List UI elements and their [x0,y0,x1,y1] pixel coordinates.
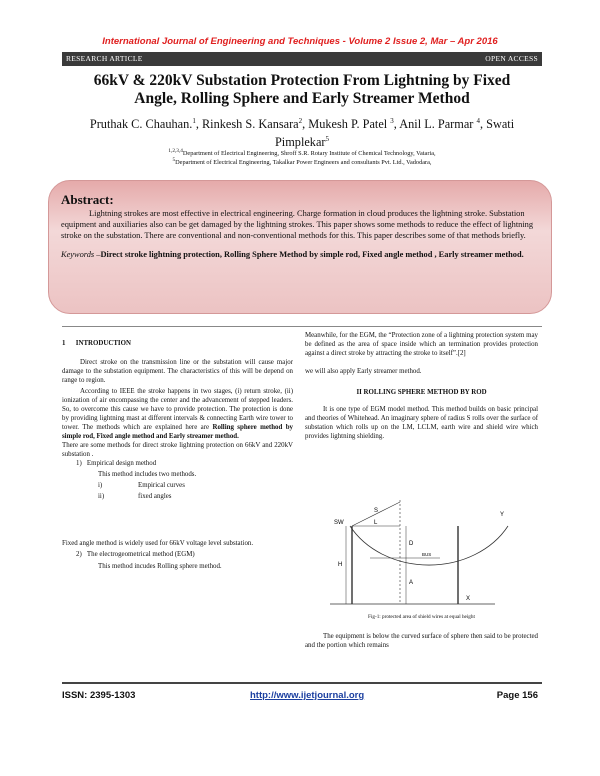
rolling-sphere-paragraph: It is one type of EGM model method. This method builds on basic principal and theories of Whitehead. An imaginary sphere of radius S rolls over the surface of substation which rolls up on the LM, LCLM, earth wire and shield wire which provides lightning shielding. [305,406,538,440]
intro-paragraph-2: According to IEEE the stroke happens in two stages, (i) return stroke, (ii) ionization of air encompassing the center and the advancement of stepped leaders. So, to overcome this cause we have to provide protection. The protection is done by providing lightning mast at different intervals & connecting Earth wire tower to tower. The methods which are explained here are Rolling sphere method by simple rod, Fixed angle method and Early streamer method. [62,388,293,440]
author-4: Anil L. Parmar [399,117,474,132]
author-1: Pruthak C. Chauhan. [89,117,193,132]
figure-1-caption: Fig-1: protected area of shield wires at equal height [368,614,475,620]
list-item-1b: ii) fixed angles [98,493,172,500]
label-y: Y [500,512,505,518]
issn: ISSN: 2395-1303 [62,690,136,701]
abstract-keywords: Keywords –Direct stroke lightning protection, Rolling Sphere Method by simple rod, Fixed angle method , Early streamer method. [61,250,524,259]
page-number: Page 156 [496,690,538,701]
intro-paragraph-1: Direct stroke on the transmission line or the substation will cause major damage to the substation equipment. The characteristics of this will be depend on range to region. [62,359,293,384]
journal-url-link[interactable]: http://www.ijetjournal.org [250,690,365,701]
label-h: H [338,562,343,568]
label-s: S [374,508,379,514]
affiliation-1: $^{1,2,3,4}$Department of Electrical Engineering, Shroff S.R. Rotary Institute of Chemical Technology, Vataria, [168,148,436,158]
paper-title [62,72,542,108]
author-3: Mukesh P. Patel [308,117,388,132]
label-l: L [374,520,378,526]
intro-paragraph-4: Fixed angle method is widely used for 66kV voltage level substation. [62,540,254,547]
list-item-1a: i) Empirical curves [98,482,185,489]
title-line-2: Angle, Rolling Sphere and Early Streamer Method [134,90,470,107]
abstract-box [48,180,552,314]
abstract-text: Lightning strokes are most effective in electrical engineering. Charge formation in cloud produces the lightning stroke. Substation equipment and auxiliaries also can be get damaged by the lightning strokes. This paper shows some methods to reduce the effect of lightning stroke on the substation. There are conventional and non-conventional methods for this. This paper describes some of that methods briefly. [61,209,534,240]
figure-1-diagram [330,500,520,610]
author-5: Swati Pimplekar [274,117,515,150]
right-column [305,331,538,441]
list-item-1: 1) Empirical design method [76,460,157,467]
author-2: Rinkesh S. Kansara [201,117,299,132]
intro-paragraph-3: There are some methods for direct stroke lightning protection on 66kV and 220kV substation . [62,442,293,458]
sphere-arc [350,526,508,565]
affiliation-2: $^5$Department of Electrical Engineering, Takalkar Power Engineers and consultants Pvt. Ltd., Vadodara, [172,157,432,167]
journal-header: International Journal of Engineering and Techniques - Volume 2 Issue 2, Mar – Apr 2016 [102,36,498,47]
title-line-1: 66kV & 220kV Substation Protection From Lightning by Fixed [93,72,511,89]
early-streamer-note: we will also apply Early streamer method. [305,368,422,375]
label-bus: BUS [422,552,432,557]
label-a: A [409,580,414,586]
right-column-continued [305,632,538,650]
abstract-heading: Abstract: [61,192,114,207]
label-d: D [409,541,414,547]
label-sw: SW [334,520,344,526]
left-column [62,339,293,571]
list-item-2: 2) The electrogeometrical method (EGM) [76,551,195,558]
author-list: Pruthak C. Chauhan.$^1$, Rinkesh S. Kansara$^2$, Mukesh P. Patel $^3$, Anil L. Parmar $^4$, Swati Pimplekar$^5$ [89,117,515,150]
article-type-bar [62,52,542,66]
divider [62,326,542,327]
list-item-2-sub: This method incudes Rolling sphere method. [98,563,222,570]
footer-rule [62,682,542,684]
list-item-1-sub: This method includes two methods. [98,471,197,478]
article-type-label: RESEARCH ARTICLE [66,54,143,63]
open-access-label: OPEN ACCESS [485,54,538,63]
egm-paragraph: Meanwhile, for the EGM, the “Protection zone of a lightning protection system may be defined as the area of space inside which an termination provides protection against a direct stroke by attracting the stroke to itself”.[2] [305,332,538,357]
protection-paragraph: The equipment is below the curved surface of sphere then said to be protected and the portion which remains [305,633,538,649]
section-2-heading: II ROLLING SPHERE METHOD BY ROD [356,389,487,396]
section-1-heading: 1 INTRODUCTION [62,340,131,347]
label-x: X [466,596,471,602]
